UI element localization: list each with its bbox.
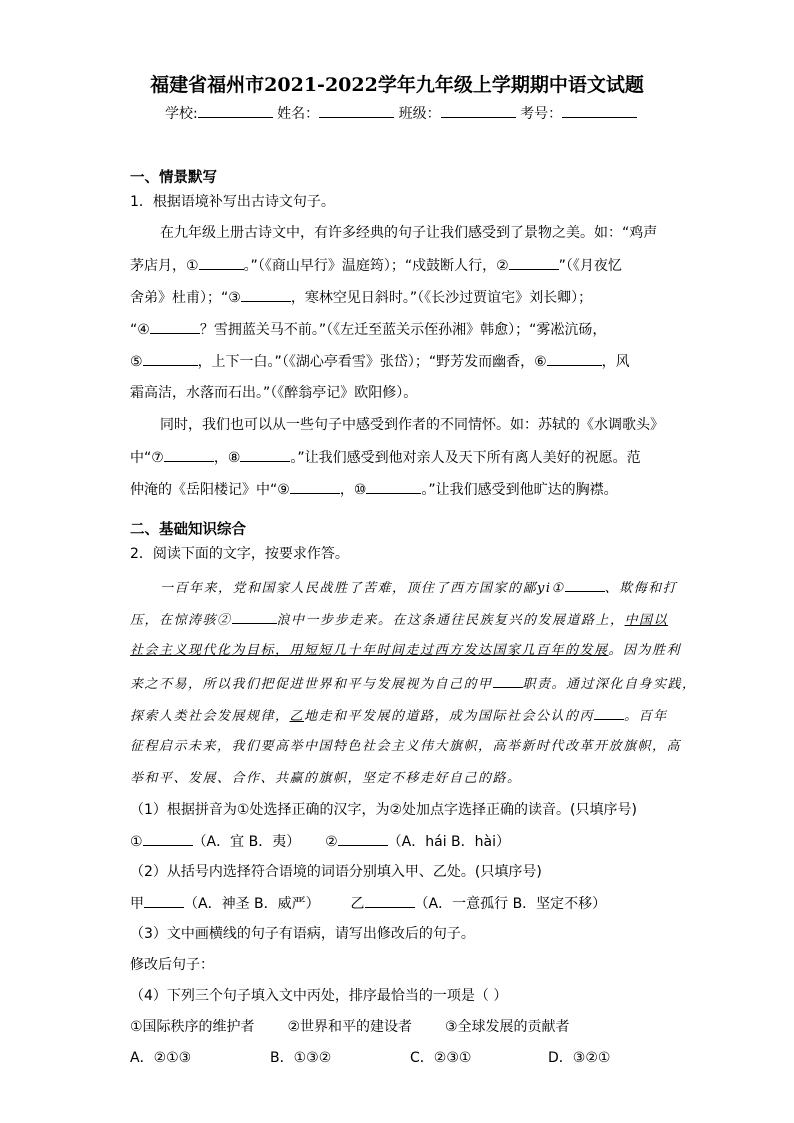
q1-paragraph1-line3: 舍弟》杜甫）；“③ ，寒林空见日斜时。”（《长沙过贾谊宅》刘长卿）； xyxy=(130,287,592,308)
subquestion-3-answer-label: 修改后句子： xyxy=(130,957,214,973)
option-d[interactable]: D．③②① xyxy=(548,1050,611,1066)
passage-line-4: 来之不易，所以我们把促进世界和平与发展视为自己的甲 职责。通过深化自身实践， xyxy=(130,673,697,695)
answer-blank-3[interactable] xyxy=(241,287,291,302)
passage-blank-jia[interactable] xyxy=(493,673,523,688)
passage-blank-1[interactable] xyxy=(565,577,605,592)
q1-paragraph1-line5: ⑤ ，上下一白。”（《湖心亭看雪》张岱）；“野芳发而幽香，⑥ ，风 xyxy=(130,351,630,372)
sentence-item-1: ①国际秩序的维护者 xyxy=(130,1019,255,1035)
answer-blank-9[interactable] xyxy=(290,479,340,494)
option-b[interactable]: B．①③② xyxy=(270,1050,332,1066)
page-title: 福建省福州市2021-2022学年九年级上学期期中语文试题 xyxy=(150,74,644,96)
answer-blank-4[interactable] xyxy=(150,319,200,334)
school-label: 学校: xyxy=(165,106,198,122)
passage-line-7: 举和平、发展、合作、共赢的旗帜，坚定不移走好自己的路。 xyxy=(130,771,522,786)
option-c[interactable]: C．②③① xyxy=(410,1050,472,1066)
passage-line-3: 社会主义现代化为目标，用短短几十年时间走过西方发达国家几百年的发展。因为胜利 xyxy=(130,643,682,658)
school-field[interactable] xyxy=(198,103,273,118)
answer-blank-5[interactable] xyxy=(143,351,198,366)
option-a[interactable]: A．②①③ xyxy=(130,1050,192,1066)
q1-paragraph1-line4: “④ ？雪拥蓝关马不前。”（《左迁至蓝关示侄孙湘》韩愈）；“雾凇沆砀， xyxy=(130,319,606,340)
exam-no-field[interactable] xyxy=(562,103,637,118)
answer-blank-7[interactable] xyxy=(164,447,214,462)
sentence-item-2: ②世界和平的建设者 xyxy=(287,1019,413,1035)
name-label: 姓名： xyxy=(277,106,320,122)
answer-blank-6[interactable] xyxy=(547,351,602,366)
student-info-row xyxy=(165,103,637,124)
q1-paragraph2-line1: 同时，我们也可以从一些句子中感受到作者的不同情怀。如：苏轼的《水调歌头》 xyxy=(160,417,664,433)
blank-bing-label: 丙 xyxy=(579,709,595,724)
subquestion-4: （4）下列三个句子填入文中丙处，排序最恰当的一项是（ ） xyxy=(130,988,508,1004)
question-2-prompt: 2．阅读下面的文字，按要求作答。 xyxy=(130,546,349,562)
answer-blank-8[interactable] xyxy=(240,447,290,462)
class-field[interactable] xyxy=(441,103,516,118)
passage-line-5: 探索人类社会发展规律，乙地走和平发展的道路，成为国际社会公认的丙 。百年 xyxy=(130,705,668,727)
underlined-sentence-part-2: 社会主义现代化为目标，用短短几十年时间走过西方发达国家几百年的发展 xyxy=(130,643,609,658)
answer-blank-1[interactable] xyxy=(199,255,244,270)
q1-paragraph2-line2: 中“⑦ ，⑧ 。”让我们感受到他对亲人及天下所有离人美好的祝愿。范 xyxy=(130,447,641,468)
passage-line-6: 征程启示未来，我们要高举中国特色社会主义伟大旗帜，高举新时代改革开放旗帜，高 xyxy=(130,739,682,754)
subquestion-2: （2）从括号内选择符合语境的词语分别填入甲、乙处。(只填序号) xyxy=(130,864,542,880)
section-heading-1: 一、情景默写 xyxy=(130,170,217,186)
sentence-item-3: ③全球发展的贡献者 xyxy=(444,1019,570,1035)
question-1-prompt: 1．根据语境补写出古诗文句子。 xyxy=(130,194,335,210)
blank-yi-label: 乙 xyxy=(289,709,305,724)
sub2-answer-blank-yi[interactable] xyxy=(365,893,415,908)
passage-blank-2[interactable] xyxy=(232,609,277,624)
q1-paragraph1-line1: 在九年级上册古诗文中，有许多经典的句子让我们感受到了景物之美。如：“鸡声 xyxy=(160,225,658,241)
subquestion-1: （1）根据拼音为①处选择正确的汉字，为②处加点字选择正确的读音。(只填序号) xyxy=(130,802,637,818)
q1-paragraph2-line3: 仲淹的《岳阳楼记》中“⑨ ，⑩ 。”让我们感受到他旷达的胸襟。 xyxy=(130,479,618,500)
subquestion-2-answers: 甲 （A．神圣 B．威严） 乙 （A．一意孤行 B．坚定不移） xyxy=(130,893,606,914)
name-field[interactable] xyxy=(319,103,394,118)
sub1-answer-blank-1[interactable] xyxy=(143,831,193,846)
subquestion-1-answers: ① （A．宜 B．夷） ② （A．hái B．hài） xyxy=(130,831,510,852)
passage-line-2: 压，在惊涛骇② 浪中一步步走来。在这条通往民族复兴的发展道路上，中国以 xyxy=(130,609,668,631)
answer-blank-2[interactable] xyxy=(509,255,559,270)
sub1-answer-blank-2[interactable] xyxy=(338,831,388,846)
blank-jia-label: 甲 xyxy=(478,677,493,692)
answer-blank-10[interactable] xyxy=(366,479,421,494)
q1-paragraph1-line2: 茅店月，① 。”（《商山早行》温庭筠）；“戍鼓断人行，② ”（《月夜忆 xyxy=(130,255,622,276)
sub2-answer-blank-jia[interactable] xyxy=(144,893,184,908)
section-heading-2: 二、基础知识综合 xyxy=(130,522,246,538)
q1-paragraph1-line6: 霜高洁，水落而石出。”（《醉翁亭记》欧阳修）。 xyxy=(130,385,418,401)
exam-no-label: 考号： xyxy=(520,106,563,122)
subquestion-3: （3）文中画横线的句子有语病，请写出修改后的句子。 xyxy=(130,926,475,942)
passage-line-1: 一百年来，党和国家人民战胜了苦难，顶住了西方国家的鄙yi① 、欺侮和打 xyxy=(160,577,677,599)
passage-blank-bing[interactable] xyxy=(594,705,624,720)
subquestion-4-items xyxy=(130,1017,570,1037)
class-label: 班级： xyxy=(398,106,441,122)
underlined-sentence-part-1: 中国以 xyxy=(624,613,669,628)
